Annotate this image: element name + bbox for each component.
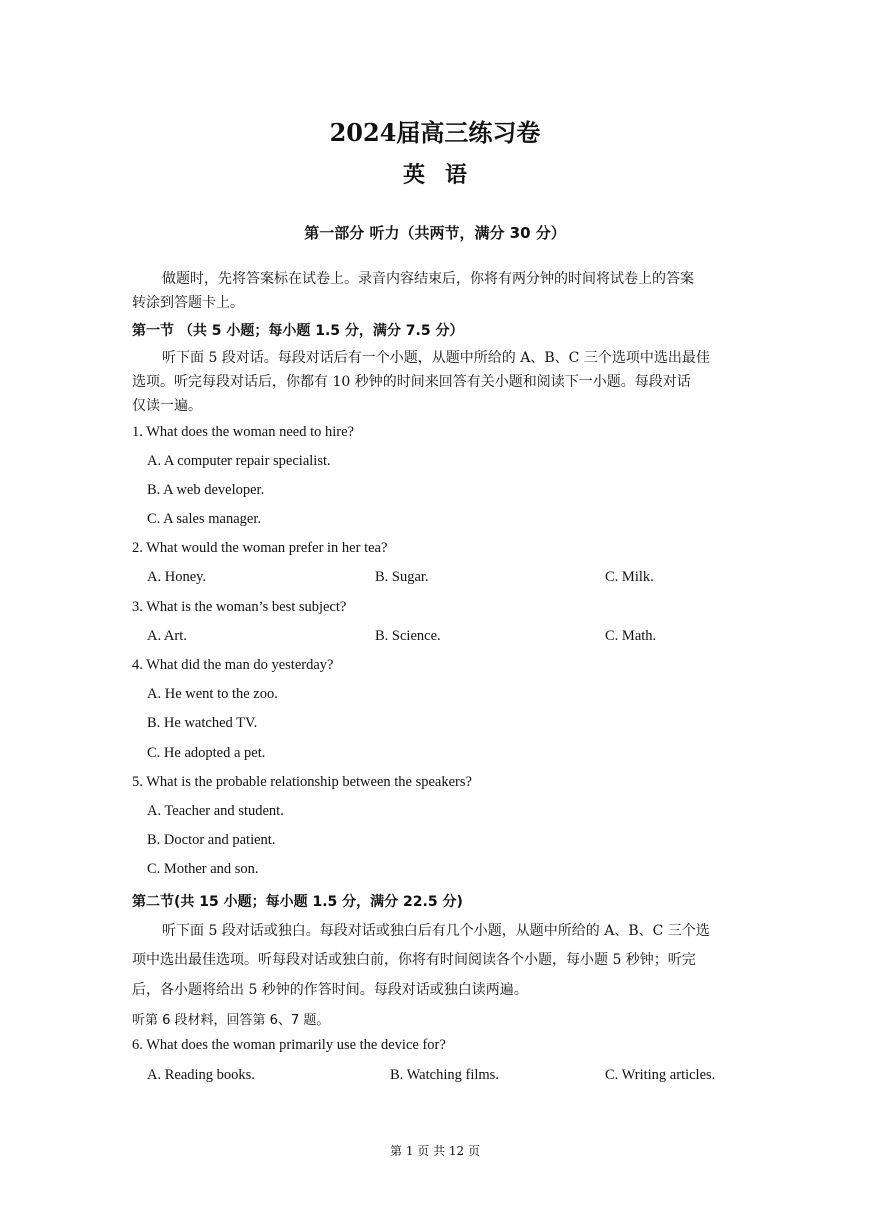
question-2-option-b: B. Sugar. [375,569,429,585]
material-6-instruction: 听第 6 段材料，回答第 6、7 题。 [132,1013,330,1028]
question-3-stem: 3. What is the woman’s best subject? [132,599,347,615]
question-1-stem: 1. What does the woman need to hire? [132,424,354,440]
section2-instruction-line-2: 项中选出最佳选项。听每段对话或独白前，你将有时间阅读各个小题，每小题 5 秒钟；听完 [132,952,696,968]
section1-instruction-line-3: 仅读一遍。 [132,398,202,414]
part-heading: 第一部分 听力（共两节，满分 30 分） [304,224,566,242]
intro-line-1: 做题时，先将答案标在试卷上。录音内容结束后，你将有两分钟的时间将试卷上的答案 [162,271,694,287]
question-5-option-c: C. Mother and son. [147,861,259,877]
question-4-option-c: C. He adopted a pet. [147,745,266,761]
question-3-option-a: A. Art. [147,628,187,644]
question-1-option-b: B. A web developer. [147,482,265,498]
exam-title: 2024届高三练习卷 [329,118,541,147]
intro-line-2: 转涂到答题卡上。 [132,295,244,311]
question-1-option-a: A. A computer repair specialist. [147,453,331,469]
question-5-option-b: B. Doctor and patient. [147,832,276,848]
section1-instruction-line-2: 选项。听完每段对话后，你都有 10 秒钟的时间来回答有关小题和阅读下一小题。每段对话 [132,374,691,390]
question-4-stem: 4. What did the man do yesterday? [132,657,334,673]
question-2-stem: 2. What would the woman prefer in her tea? [132,540,388,556]
section1-instruction-line-1: 听下面 5 段对话。每段对话后有一个小题，从题中所给的 A、B、C 三个选项中选出最佳 [162,350,710,366]
question-6-option-b: B. Watching films. [390,1067,499,1083]
question-5-option-a: A. Teacher and student. [147,803,284,819]
question-6-option-c: C. Writing articles. [605,1067,716,1083]
section2-instruction-line-3: 后，各小题将给出 5 秒钟的作答时间。每段对话或独白读两遍。 [132,982,528,998]
question-2-option-c: C. Milk. [605,569,654,585]
question-4-option-b: B. He watched TV. [147,715,258,731]
question-5-stem: 5. What is the probable relationship between the speakers? [132,774,472,790]
question-6-option-a: A. Reading books. [147,1067,255,1083]
question-2-option-a: A. Honey. [147,569,207,585]
question-3-option-c: C. Math. [605,628,657,644]
page-footer: 第 1 页 共 12 页 [390,1144,480,1158]
question-1-option-c: C. A sales manager. [147,511,261,527]
section1-heading: 第一节 （共 5 小题；每小题 1.5 分，满分 7.5 分） [132,323,464,339]
subject-title: 英语 [402,162,487,188]
section2-heading: 第二节(共 15 小题；每小题 1.5 分，满分 22.5 分) [132,894,463,910]
question-4-option-a: A. He went to the zoo. [147,686,278,702]
section2-instruction-line-1: 听下面 5 段对话或独白。每段对话或独白后有几个小题，从题中所给的 A、B、C 三个选 [162,923,710,939]
question-3-option-b: B. Science. [375,628,441,644]
question-6-stem: 6. What does the woman primarily use the device for? [132,1037,446,1053]
